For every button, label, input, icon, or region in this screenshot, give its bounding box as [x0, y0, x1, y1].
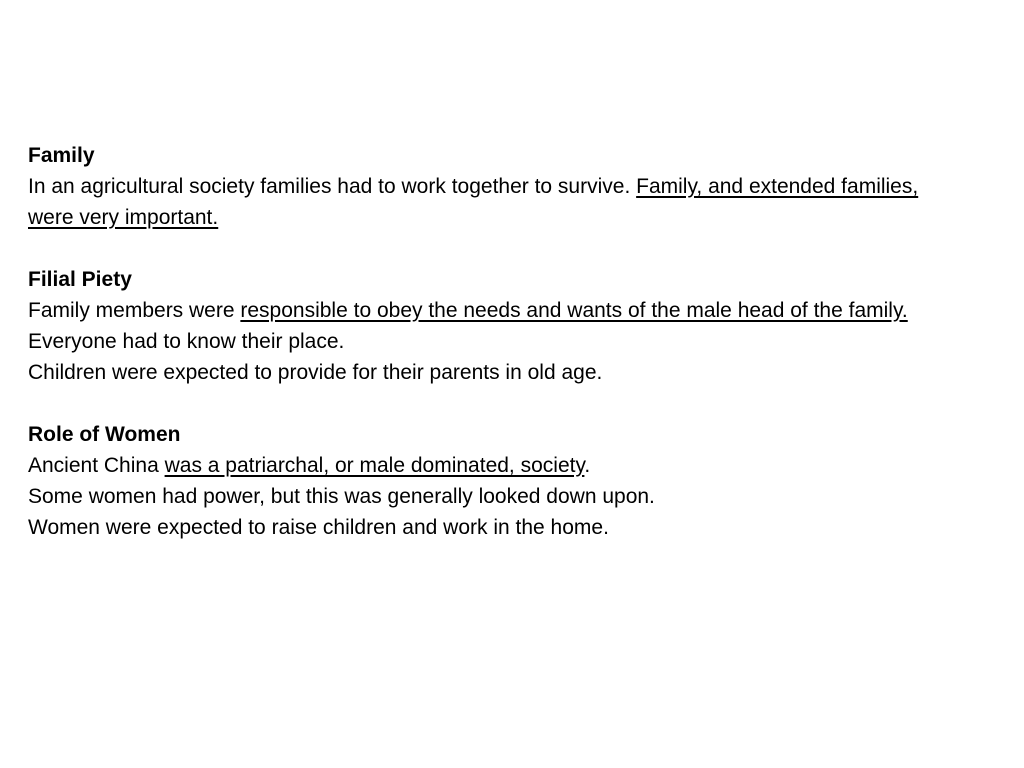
text-run: Family members were [28, 299, 241, 322]
paragraph-line [28, 295, 958, 326]
paragraph-line: Some women had power, but this was generally looked down upon. [28, 485, 655, 508]
section-heading: Filial Piety [28, 268, 132, 291]
text-run: In an agricultural society families had to work together to survive. [28, 175, 637, 198]
section-filial-piety [28, 264, 958, 388]
slide-body [28, 140, 958, 543]
text-run: . [584, 454, 591, 477]
paragraph-gap [28, 233, 958, 264]
section-heading: Family [28, 144, 95, 167]
underlined-text-run: Family, and extended families, were very important. [28, 175, 919, 229]
paragraph-line [28, 171, 958, 233]
text-run: Ancient China [28, 454, 165, 477]
underlined-text-run: responsible to obey the needs and wants of the male head of the family. [240, 299, 908, 322]
paragraph-gap [28, 388, 958, 419]
section-role-of-women [28, 419, 958, 543]
section-heading: Role of Women [28, 423, 181, 446]
underlined-text-run: was a patriarchal, or male dominated, society [164, 454, 585, 477]
paragraph-line [28, 450, 958, 481]
paragraph-line: Children were expected to provide for their parents in old age. [28, 361, 603, 384]
section-family [28, 140, 958, 233]
paragraph-line: Everyone had to know their place. [28, 330, 345, 353]
paragraph-line: Women were expected to raise children and work in the home. [28, 516, 609, 539]
